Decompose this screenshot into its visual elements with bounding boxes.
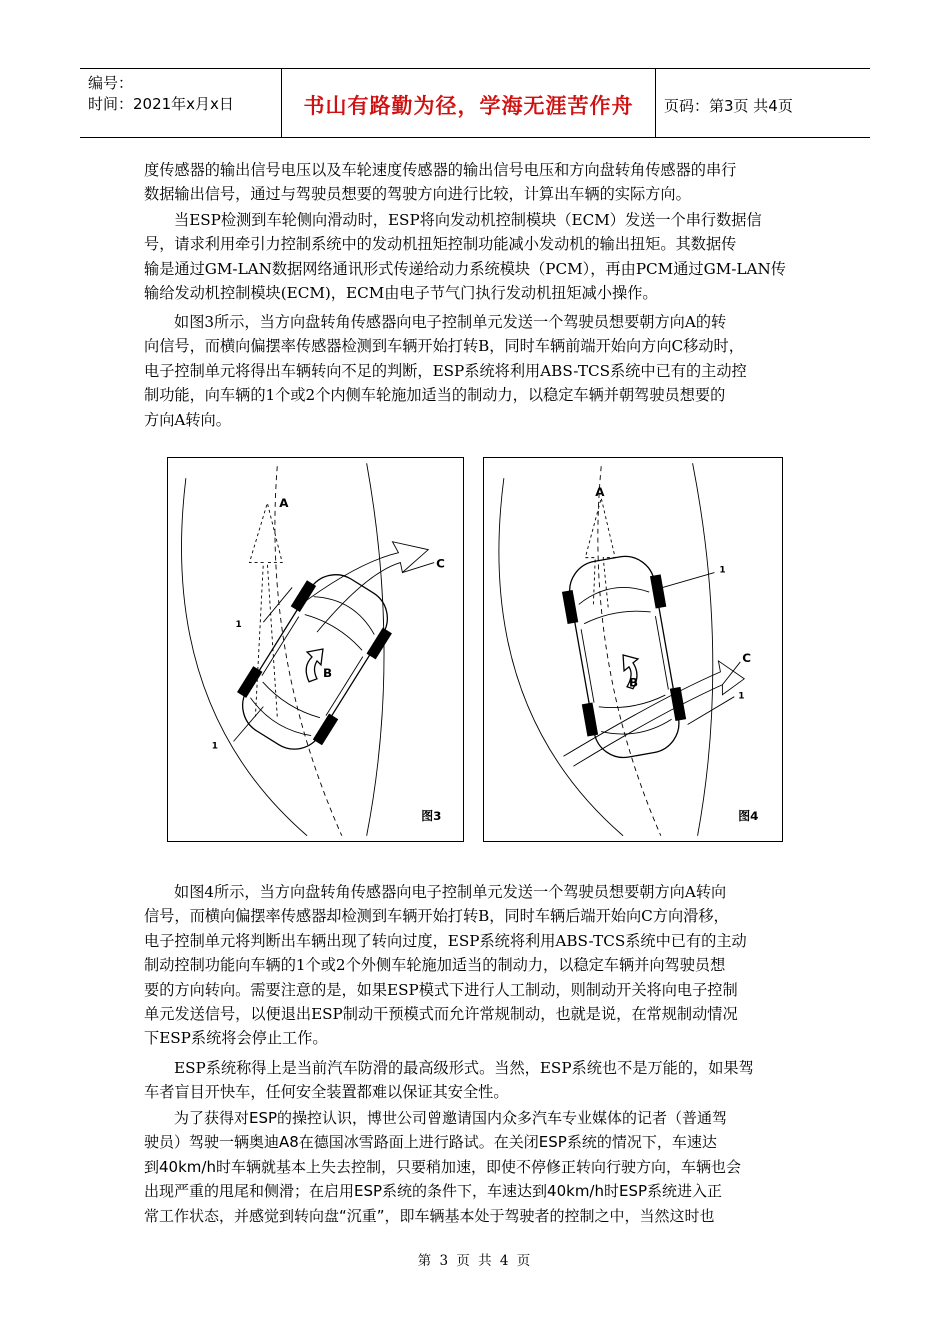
road-outer-edge [693,463,713,836]
header-motto: 书山有路勤为径，学海无涯苦作舟 [282,69,656,137]
page-number-label: 页码：第3页 共4页 [664,96,793,115]
text-line: 车者盲目开快车，任何安全装置都难以保证其安全性。 [144,1083,509,1102]
text-line: 输是通过GM-LAN数据网络通讯形式传递给动力系统模块（PCM），再由PCM通过GM-LAN传 [144,259,786,278]
text-line: 向信号，而横向偏摆率传感器检测到车辆开始打转B，同时车辆前端开始向方向C移动时， [144,337,744,356]
leader-line [663,573,715,588]
text-line: 下ESP系统将会停止工作。 [144,1029,328,1048]
label-direction-c: C [436,556,445,571]
text-line: 数据输出信号，通过与驾驶员想要的驾驶方向进行比较，计算出车辆的实际方向。 [144,185,691,204]
front-right-wheel [650,575,665,608]
leader-line [234,707,264,742]
text-line: 要的方向转向。需要注意的是，如果ESP模式下进行人工制动，则制动开关将向电子控制 [144,980,738,999]
figure-caption: 图3 [421,808,442,823]
text-line: 为了获得对ESP的操控认识，博世公司曾邀请国内众多汽车专业媒体的记者（普通驾 [174,1109,728,1127]
road-inner-edge [182,478,308,836]
text-line: 驶员）驾驶一辆奥迪A8在德国冰雪路面上进行路试。在关闭ESP系统的情况下，车速达 [144,1133,717,1152]
text-line: 度传感器的输出信号电压以及车轮速度传感器的输出信号电压和方向盘转角传感器的串行 [144,161,737,179]
label-direction-c: C [742,650,752,665]
figure-caption: 图4 [738,808,759,823]
label-direction-a: A [595,485,605,500]
text-line: 如图3所示，当方向盘转角传感器向电子控制单元发送一个驾驶员想要朝方向A的转 [174,313,727,331]
figure-4-drawing [484,458,782,841]
text-line: 电子控制单元将得出车辆转向不足的判断，ESP系统将利用ABS-TCS系统中已有的主动控 [144,361,747,380]
text-line: 单元发送信号，以便退出ESP制动干预模式而允许常规制动，也就是说，在常规制动情况 [144,1005,738,1024]
text-line: 输给发动机控制模块(ECM)，ECM由电子节气门执行发动机扭矩减小操作。 [144,284,658,303]
text-line: 常工作状态，并感觉到转向盘“沉重”，即车辆基本处于驾驶者的控制之中，当然这时也 [144,1206,715,1225]
document-date: 时间：2021年x月x日 [88,95,234,113]
paragraph-4 [144,880,804,1051]
page-header [80,68,870,138]
text-line: 电子控制单元将判断出车辆出现了转向过度，ESP系统将利用ABS-TCS系统中已有的主动 [144,931,747,950]
rear-right-wheel [313,714,337,745]
paragraph-2 [144,208,804,306]
road-inner-edge [499,478,623,836]
label-yaw-b: B [322,665,333,680]
text-line: 如图4所示，当方向盘转角传感器向电子控制单元发送一个驾驶员想要朝方向A转向 [174,883,727,901]
front-left-wheel [562,590,577,623]
text-line: 到40km/h时车辆就基本上失去控制，只要稍加速，即使不停修正转向行驶方向，车辆也会 [144,1157,741,1176]
road-center-line [598,466,661,836]
text-line: 当ESP检测到车轮侧向滑动时，ESP将向发动机控制模块（ECM）发送一个串行数据信 [174,211,762,229]
label-wheel-1: 1 [235,620,242,631]
text-line: 方向A转向。 [144,410,231,429]
paragraph-6 [144,1106,804,1228]
leader-line [402,563,434,573]
rear-left-wheel [238,667,262,698]
figure-3-drawing [168,458,463,841]
rear-right-wheel [670,687,685,720]
figure-4-oversteer-diagram [483,457,783,842]
figure-3-understeer-diagram [167,457,464,842]
yaw-rotation-arrow [306,649,323,682]
text-line: 制功能，向车辆的1个或2个内侧车轮施加适当的制动力，以稳定车辆并朝驾驶员想要的 [144,386,726,405]
paragraph-5 [144,1056,804,1105]
label-wheel-1: 1 [738,691,745,702]
document-number-label: 编号： [88,74,134,92]
text-line: 出现严重的甩尾和侧滑；在启用ESP系统的条件下，车速达到40km/h时ESP系统进入正 [144,1182,723,1201]
label-direction-a: A [279,495,289,510]
label-yaw-b: B [629,675,639,690]
intended-direction-arrow [585,498,615,607]
rear-left-wheel [582,703,597,736]
text-line: 信号，而横向偏摆率传感器却检测到车辆开始打转B，同时车辆后端开始向C方向滑移， [144,907,729,926]
text-line: 号，请求利用牵引力控制系统中的发动机扭矩控制功能减小发动机的输出扭矩。其数据传 [144,235,737,254]
label-wheel-1: 1 [211,741,218,752]
road-center-line [275,466,342,835]
text-line: ESP系统称得上是当前汽车防滑的最高级形式。当然，ESP系统也不是万能的，如果驾 [174,1059,754,1077]
page-footer: 第 3 页 共 4 页 [417,1253,533,1269]
label-wheel-1: 1 [719,565,726,576]
front-right-wheel [367,628,391,659]
text-line: 制动控制功能向车辆的1个或2个外侧车轮施加适当的制动力，以稳定车辆并向驾驶员想 [144,956,726,975]
paragraph-3 [144,310,804,432]
paragraph-1 [144,158,804,207]
header-meta [80,69,282,137]
